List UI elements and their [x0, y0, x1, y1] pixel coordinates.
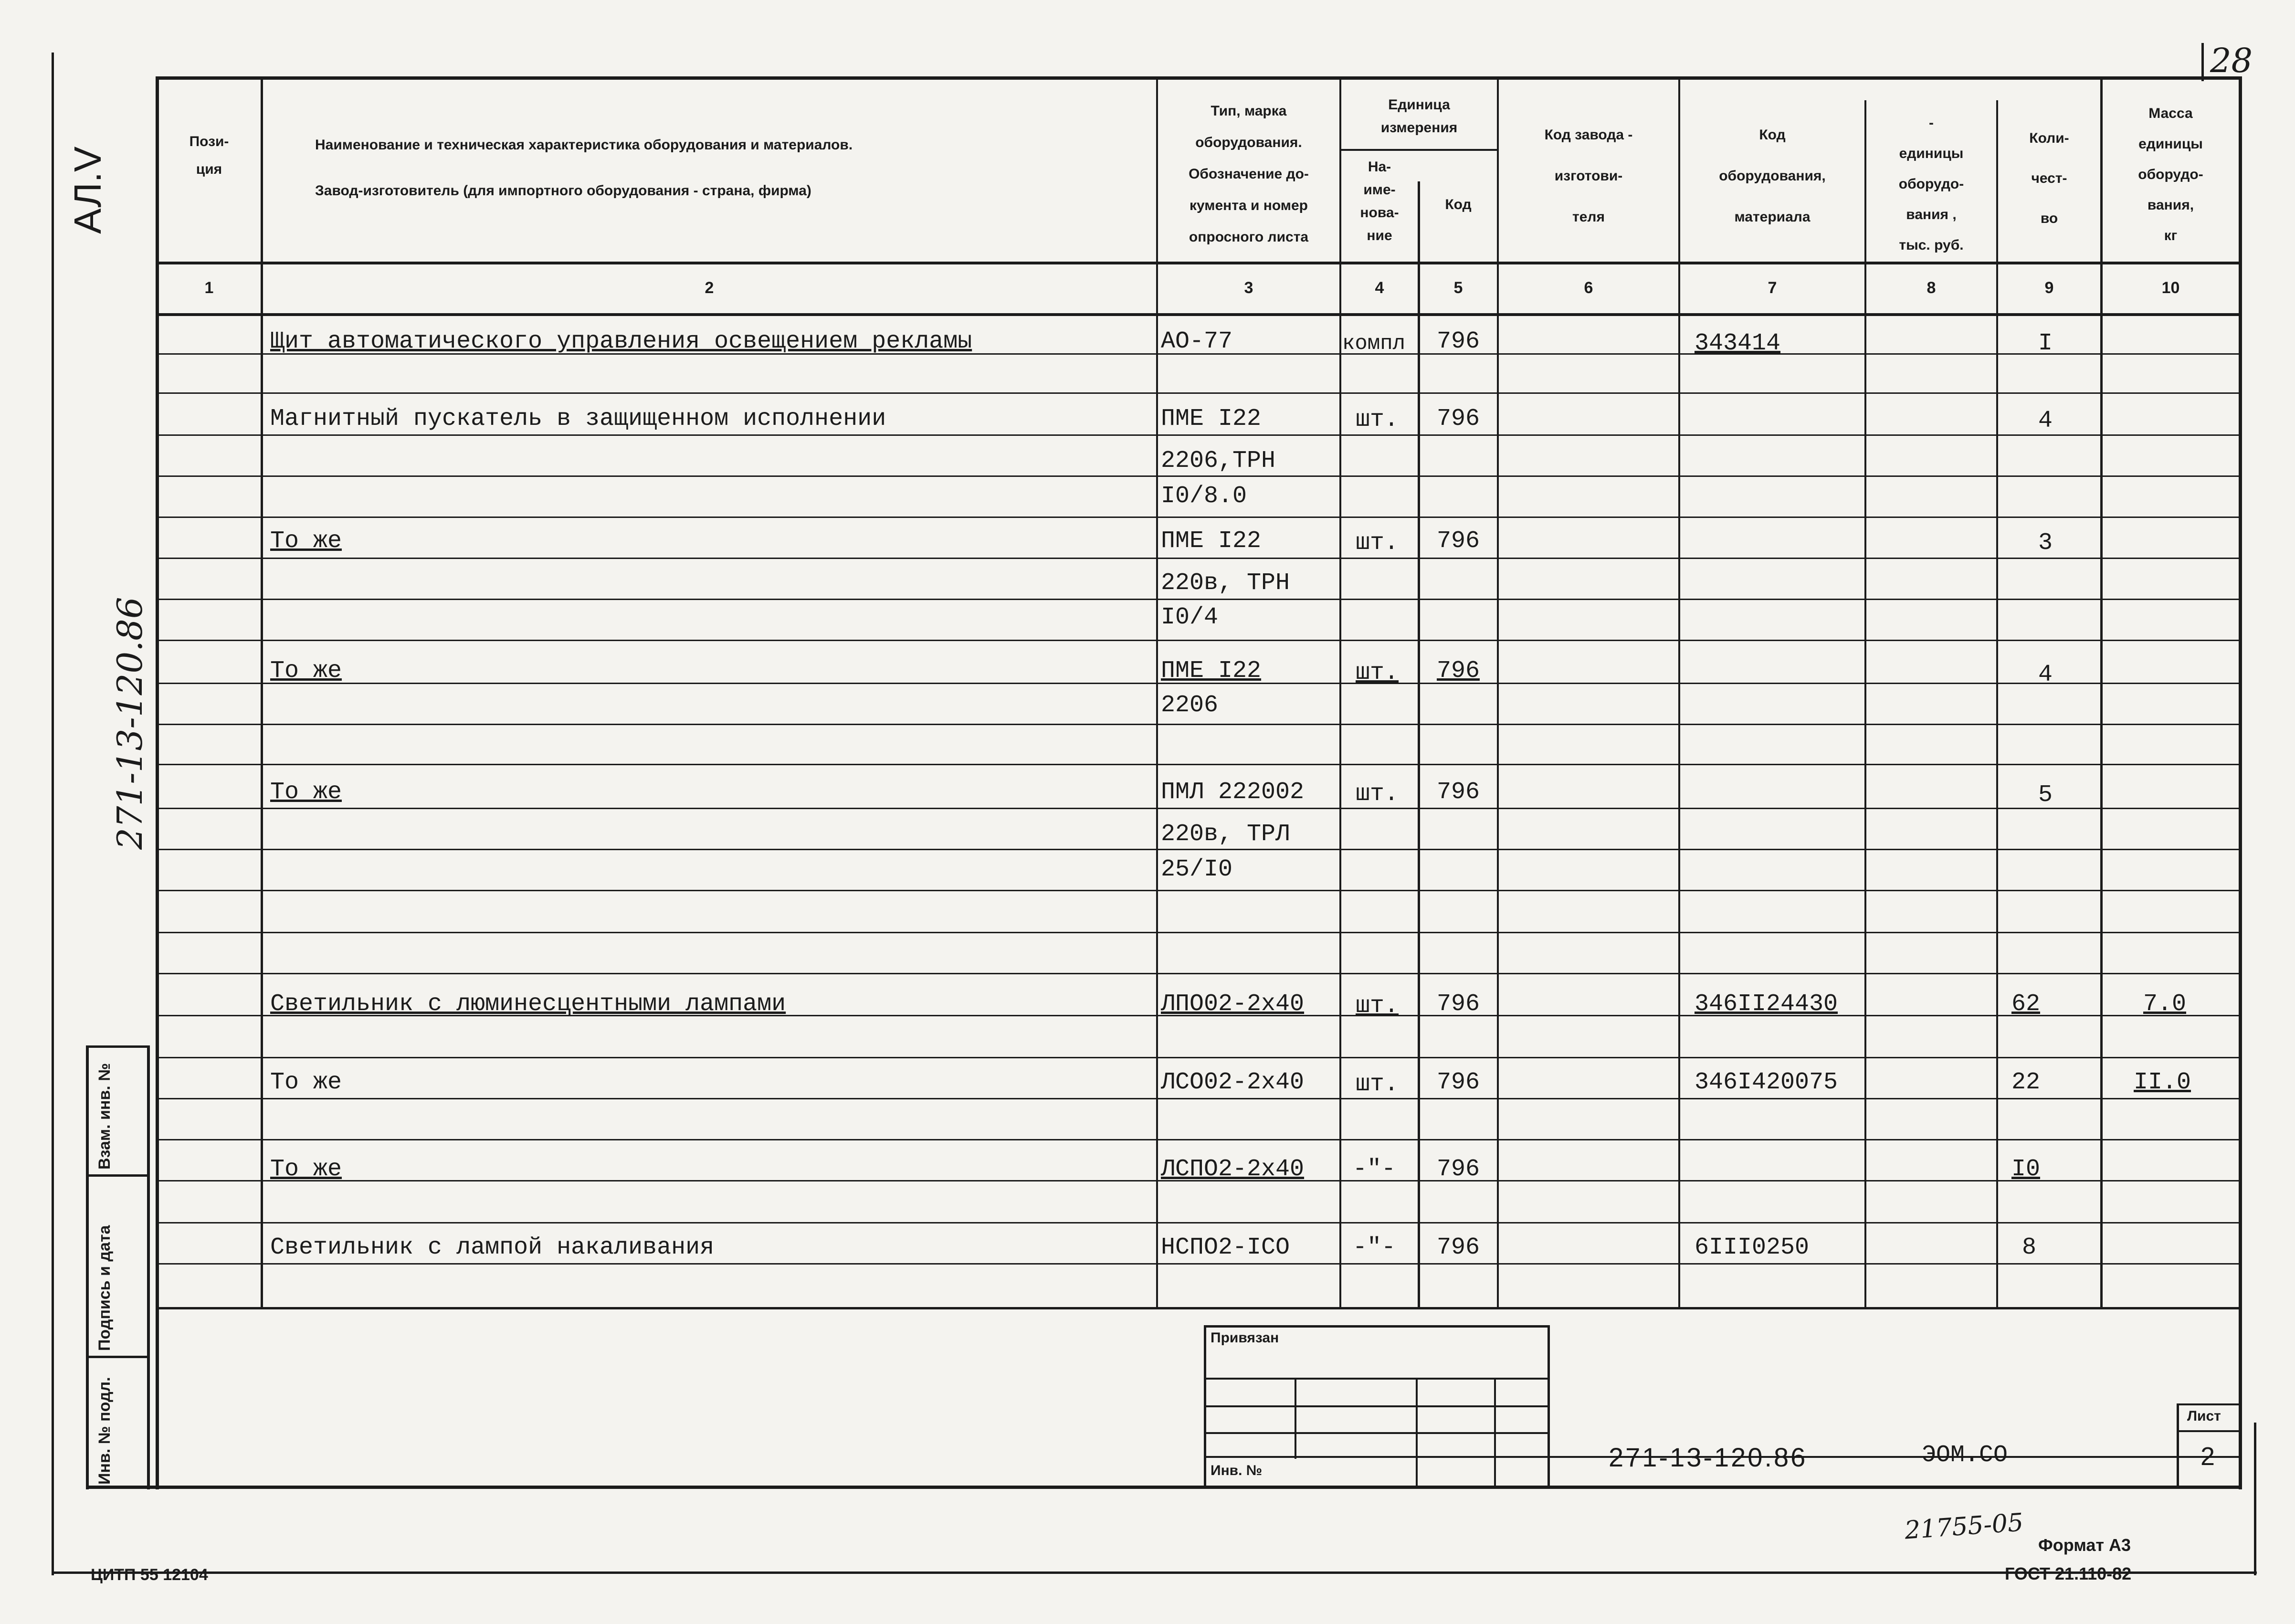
- col-sep-3: [1339, 76, 1341, 1308]
- header-type: [1158, 95, 1339, 253]
- sheet-box-top: [2177, 1403, 2242, 1405]
- row-7-type: ЛСО02-2х40: [1161, 1069, 1305, 1096]
- row-6-mass: 7.0: [2143, 991, 2187, 1018]
- side-label-replace: Взам. инв. №: [95, 1063, 114, 1170]
- side-stamp-top: [86, 1045, 150, 1048]
- header-line: име-: [1363, 182, 1396, 198]
- row-2-unit-code: 796: [1437, 405, 1480, 432]
- body-bottom-line: [156, 1307, 2242, 1309]
- sheet-box-sep: [2177, 1430, 2242, 1432]
- row-1-unit: компл: [1342, 332, 1406, 356]
- header-equipment-code: [1680, 115, 1864, 238]
- header-line: оборудования.: [1195, 135, 1302, 150]
- side-label-signature: Подпись и дата: [95, 1225, 114, 1351]
- row-line: [156, 764, 2242, 765]
- row-1-equip-code: 343414: [1695, 330, 1781, 357]
- row-7-qty: 22: [2011, 1069, 2041, 1096]
- stamp-col-3: [1494, 1378, 1496, 1486]
- row-line: [156, 932, 2242, 933]
- header-line: вания ,: [1906, 207, 1957, 222]
- col-sep-1: [261, 76, 263, 1308]
- stamp-list-number: 2: [2200, 1442, 2215, 1471]
- stamp-line-4: [1204, 1456, 1549, 1458]
- row-4-type-1: ПМЕ I22: [1161, 657, 1262, 685]
- header-line: Тип, марка: [1211, 103, 1287, 119]
- col-sep-2: [1156, 76, 1158, 1308]
- unit-group-line: [1339, 149, 1498, 151]
- stamp-col-1: [1295, 1378, 1296, 1459]
- header-line: измерения: [1380, 120, 1458, 136]
- row-7-mass: II.0: [2134, 1069, 2191, 1096]
- row-4-unit: шт.: [1356, 659, 1399, 686]
- header-line: вания,: [2147, 197, 2194, 213]
- header-unit-group: [1341, 94, 1497, 139]
- sheet-box-left: [2177, 1403, 2179, 1487]
- row-7-name: То же: [270, 1069, 342, 1096]
- table-bottom-border: [86, 1486, 2242, 1489]
- stamp-line-2: [1204, 1405, 1549, 1407]
- row-6-type: ЛПО02-2х40: [1161, 991, 1305, 1018]
- header-line: оборудо-: [1898, 176, 1964, 192]
- gost-label: ГОСТ 21.110-82: [2005, 1564, 2132, 1583]
- row-line: [156, 724, 2242, 725]
- row-4-type-2: 2206: [1161, 692, 1219, 719]
- header-line: кумента и номер: [1189, 198, 1308, 213]
- row-2-type-2: 2206,ТРН: [1161, 447, 1276, 475]
- row-1-unit-code: 796: [1437, 328, 1480, 355]
- row-line: [156, 392, 2242, 394]
- row-8-unit: -"-: [1353, 1156, 1396, 1183]
- row-3-type-2: 220в, ТРН: [1161, 569, 1290, 597]
- row-3-qty: 3: [2038, 529, 2053, 557]
- sheet-number-top: 28: [2210, 41, 2253, 80]
- header-line: нова-: [1360, 205, 1399, 221]
- row-6-equip-code: 346II24430: [1695, 991, 1838, 1018]
- header-unit-name: [1341, 156, 1418, 247]
- row-line: [156, 1222, 2242, 1223]
- header-line: Код завода -: [1544, 127, 1633, 143]
- header-line: Код: [1759, 127, 1786, 143]
- row-9-qty: 8: [2022, 1234, 2037, 1261]
- header-line: -: [1929, 115, 1934, 131]
- row-line: [156, 517, 2242, 518]
- header-line: Масса: [2148, 105, 2193, 121]
- sheet-number-border: [2201, 43, 2204, 81]
- row-line: [156, 890, 2242, 891]
- col-sep-5: [1497, 76, 1499, 1308]
- left-doc-code: 271-13-120.86: [110, 597, 150, 850]
- row-5-type-3: 25/I0: [1161, 856, 1233, 883]
- row-2-qty: 4: [2038, 407, 2053, 434]
- header-factory-code: [1499, 115, 1678, 238]
- header-line: Пози-: [189, 134, 229, 149]
- row-3-name: То же: [270, 527, 342, 555]
- col-sep-9: [2100, 76, 2103, 1308]
- stamp-privyazan: Привязан: [1211, 1330, 1279, 1346]
- row-1-qty: I: [2038, 330, 2053, 357]
- stamp-doc-code: 271-13-120.86: [1609, 1442, 1808, 1472]
- stamp-inv-no: Инв. №: [1211, 1463, 1263, 1478]
- row-8-qty: I0: [2011, 1156, 2041, 1183]
- stamp-top: [1204, 1325, 1549, 1328]
- row-1-type: АО-77: [1161, 328, 1233, 355]
- colnum-4: 4: [1375, 279, 1384, 297]
- stamp-mark: ЭОМ.СО: [1922, 1442, 2008, 1469]
- row-line: [156, 1057, 2242, 1058]
- colnum-5: 5: [1453, 279, 1463, 297]
- table-right-border: [2239, 76, 2242, 1489]
- header-name: [267, 122, 1155, 214]
- header-line: тыс. руб.: [1899, 237, 1964, 253]
- colnum-9: 9: [2044, 279, 2054, 297]
- header-line: единицы: [2138, 136, 2203, 152]
- row-6-unit-code: 796: [1437, 991, 1480, 1018]
- row-line: [156, 849, 2242, 850]
- row-line: [156, 973, 2242, 974]
- row-6-qty: 62: [2011, 991, 2041, 1018]
- row-line: [156, 640, 2242, 641]
- side-stamp-sep1: [86, 1174, 150, 1177]
- row-7-equip-code: 346I420075: [1695, 1069, 1838, 1096]
- colnum-3: 3: [1244, 279, 1253, 297]
- row-5-type-2: 220в, ТРЛ: [1161, 821, 1290, 848]
- colnum-10: 10: [2161, 279, 2180, 297]
- row-6-unit: шт.: [1356, 992, 1399, 1020]
- row-8-unit-code: 796: [1437, 1156, 1480, 1183]
- row-8-type: ЛСПО2-2х40: [1161, 1156, 1305, 1183]
- series-label: АЛ.V: [66, 146, 109, 234]
- handwritten-number: 21755-05: [1904, 1508, 2024, 1545]
- header-line: опросного листа: [1189, 229, 1309, 245]
- header-position: [158, 128, 261, 183]
- row-9-name: Светильник с лампой накаливания: [270, 1234, 715, 1261]
- colnum-8: 8: [1927, 279, 1936, 297]
- row-5-name: То же: [270, 779, 342, 806]
- row-2-type-3: I0/8.0: [1161, 483, 1247, 510]
- row-line: [156, 1139, 2242, 1140]
- header-line: Единица: [1388, 97, 1450, 113]
- header-line: чест-: [2031, 170, 2067, 186]
- stamp-col-2: [1416, 1378, 1418, 1486]
- row-8-name: То же: [270, 1156, 342, 1183]
- frame-left-outer: [52, 53, 54, 1575]
- row-4-name: То же: [270, 657, 342, 685]
- header-quantity: [1998, 118, 2100, 239]
- row-5-unit: шт.: [1356, 780, 1399, 808]
- row-2-unit: шт.: [1356, 406, 1399, 433]
- header-line: ция: [196, 161, 222, 177]
- row-6-name: Светильник с люминесцентными лампами: [270, 991, 786, 1018]
- row-7-unit: шт.: [1356, 1071, 1399, 1098]
- header-line: На-: [1368, 159, 1391, 175]
- header-line: единицы: [1899, 146, 1964, 161]
- row-4-qty: 4: [2038, 661, 2053, 688]
- row-line: [156, 1263, 2242, 1265]
- row-line: [156, 1098, 2242, 1099]
- header-line: Коли-: [2029, 130, 2069, 146]
- header-line: Обозначение до-: [1189, 166, 1309, 182]
- header-line: Завод-изготовитель (для импортного оборудования - страна, фирма): [315, 183, 811, 199]
- row-5-type-1: ПМЛ 222002: [1161, 779, 1305, 806]
- header-line: ние: [1367, 228, 1392, 243]
- row-5-unit-code: 796: [1437, 779, 1480, 806]
- row-3-unit: шт.: [1356, 529, 1399, 557]
- header-mass: [2103, 98, 2239, 251]
- row-9-unit: -"-: [1353, 1234, 1396, 1261]
- row-4-unit-code: 796: [1437, 657, 1480, 685]
- colnum-2: 2: [705, 279, 714, 297]
- header-line: во: [2040, 211, 2058, 226]
- side-stamp-sep2: [86, 1356, 150, 1358]
- header-line: оборудо-: [2138, 167, 2203, 182]
- header-line: материала: [1734, 209, 1811, 225]
- row-line: [156, 558, 2242, 559]
- header-unit-code: Код: [1445, 197, 1472, 212]
- row-9-type: НСПО2-IСО: [1161, 1234, 1290, 1261]
- colnum-6: 6: [1584, 279, 1593, 297]
- header-line: изготови-: [1554, 168, 1623, 184]
- row-2-type-1: ПМЕ I22: [1161, 405, 1262, 432]
- row-line: [156, 434, 2242, 436]
- stamp-line-3: [1204, 1432, 1549, 1434]
- row-2-name: Магнитный пускатель в защищенном исполнении: [270, 405, 886, 432]
- row-line: [156, 475, 2242, 477]
- header-line: кг: [2164, 228, 2178, 243]
- stamp-line-1: [1204, 1378, 1549, 1380]
- table-top-border: [156, 76, 2242, 80]
- frame-right-outer: [2254, 1423, 2256, 1575]
- printer-label: ЦИТП 55 12104: [91, 1566, 208, 1584]
- colnum-7: 7: [1768, 279, 1777, 297]
- row-line: [156, 599, 2242, 600]
- col-sep-6: [1678, 76, 1680, 1308]
- row-7-unit-code: 796: [1437, 1069, 1480, 1096]
- row-9-unit-code: 796: [1437, 1234, 1480, 1261]
- format-label: Формат А3: [2038, 1535, 2131, 1555]
- header-price: [1866, 108, 1996, 261]
- row-line: [156, 808, 2242, 809]
- row-3-type-3: I0/4: [1161, 604, 1219, 631]
- frame-bottom-outer: [52, 1571, 2257, 1574]
- row-1-name: Щит автоматического управления освещением рекламы: [270, 328, 972, 355]
- side-stamp-mid: [147, 1045, 150, 1489]
- header-line: теля: [1572, 209, 1605, 225]
- header-line: Наименование и техническая характеристика оборудования и материалов.: [315, 137, 853, 153]
- row-3-unit-code: 796: [1437, 527, 1480, 555]
- header-line: оборудования,: [1719, 168, 1826, 184]
- colnum-1: 1: [204, 279, 214, 297]
- stamp-list-label: Лист: [2187, 1408, 2221, 1424]
- side-stamp-left: [86, 1045, 89, 1489]
- side-label-inventory: Инв. № подл.: [95, 1377, 114, 1485]
- row-5-qty: 5: [2038, 781, 2053, 809]
- row-3-type-1: ПМЕ I22: [1161, 527, 1262, 555]
- row-9-equip-code: 6III0250: [1695, 1234, 1810, 1261]
